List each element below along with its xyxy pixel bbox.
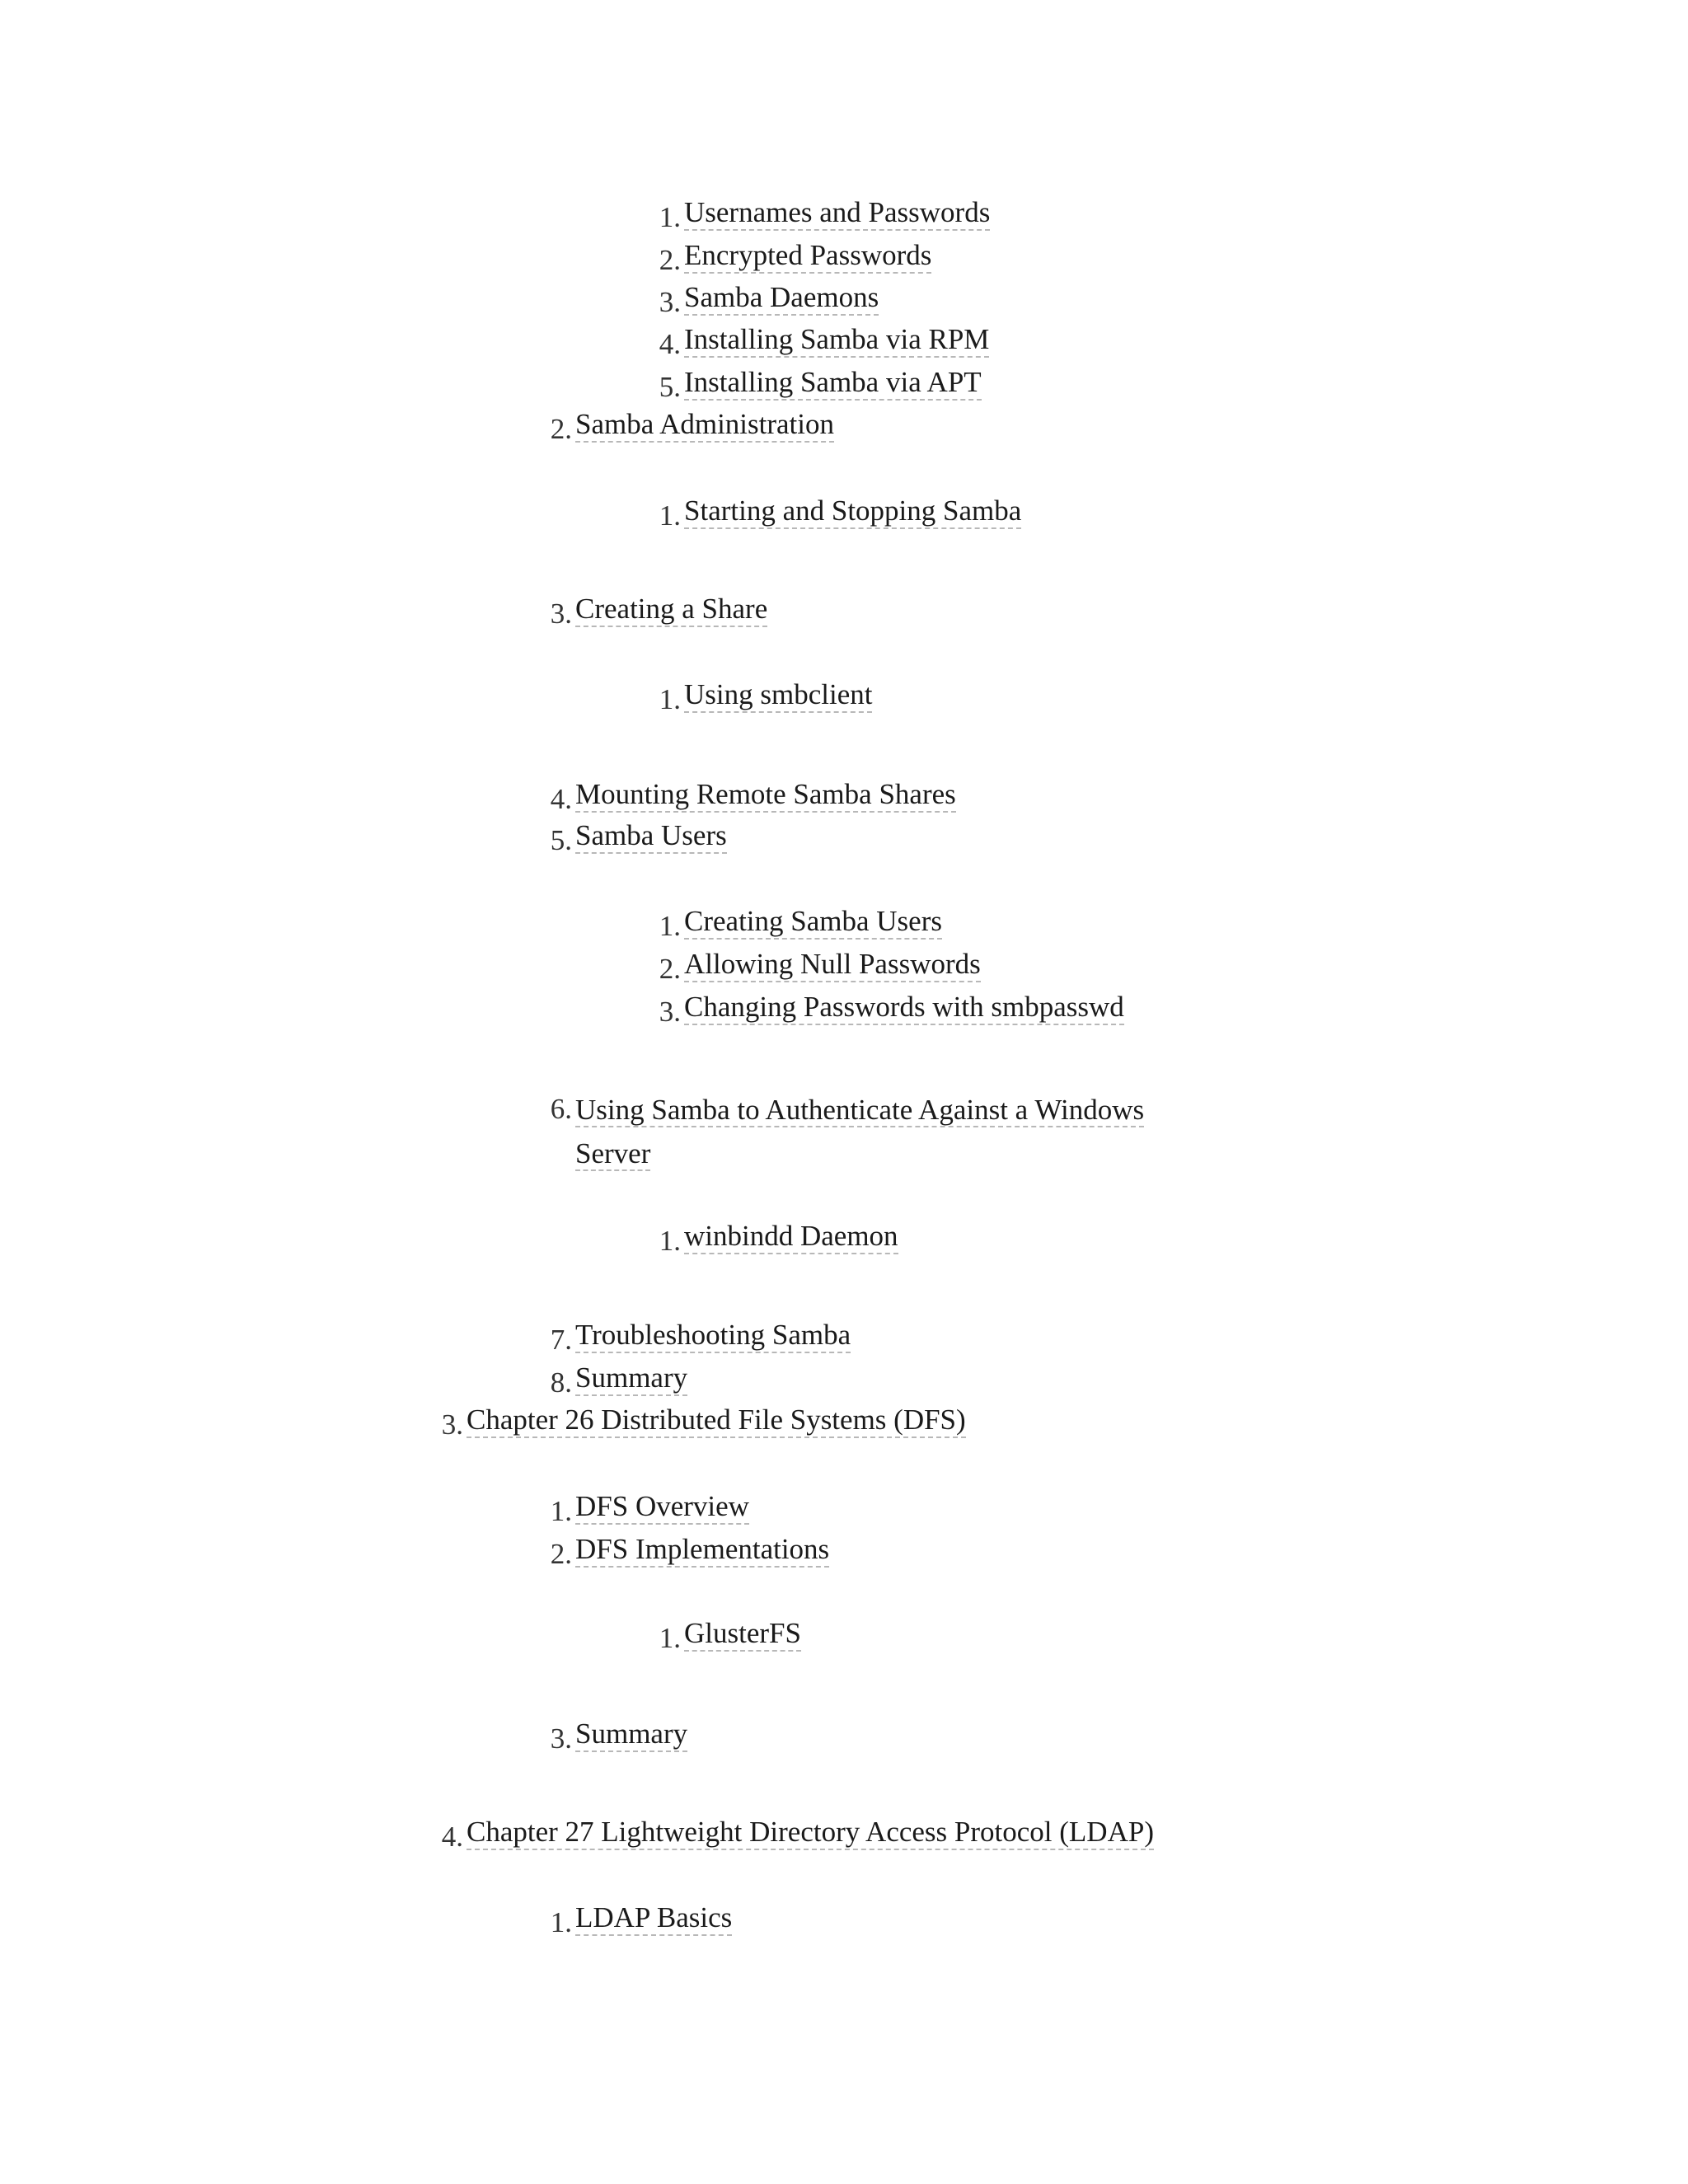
toc-link-creating-a-share[interactable]: Creating a Share — [575, 593, 767, 627]
toc-link-dfs-overview[interactable]: DFS Overview — [575, 1490, 749, 1525]
toc-link-chapter-26-dfs[interactable]: Chapter 26 Distributed File Systems (DFS) — [467, 1404, 966, 1438]
toc-number: 4. — [659, 328, 681, 360]
toc-link-using-smbclient[interactable]: Using smbclient — [684, 678, 872, 713]
toc-number: 1. — [550, 1906, 572, 1938]
toc-link-summary-dfs[interactable]: Summary — [575, 1718, 687, 1752]
toc-link-mounting-remote-samba-shares[interactable]: Mounting Remote Samba Shares — [575, 778, 956, 813]
toc-link-using-samba-to-authenticate[interactable] — [575, 1088, 1235, 1175]
toc-number: 5. — [550, 824, 572, 856]
toc-link-ldap-basics[interactable]: LDAP Basics — [575, 1901, 732, 1936]
toc-number: 2. — [659, 953, 681, 985]
toc-link-samba-users[interactable]: Samba Users — [575, 819, 727, 854]
toc-number: 2. — [550, 1538, 572, 1570]
toc-link-allowing-null-passwords[interactable]: Allowing Null Passwords — [684, 948, 981, 982]
toc-link-troubleshooting-samba[interactable]: Troubleshooting Samba — [575, 1319, 851, 1353]
toc-link-usernames-and-passwords[interactable]: Usernames and Passwords — [684, 196, 990, 231]
toc-number: 1. — [659, 201, 681, 233]
toc-link-changing-passwords-with-smbpasswd[interactable]: Changing Passwords with smbpasswd — [684, 991, 1124, 1025]
toc-number: 1. — [659, 683, 681, 715]
toc-link-dfs-implementations[interactable]: DFS Implementations — [575, 1533, 829, 1568]
toc-number: 1. — [659, 499, 681, 532]
toc-link-winbindd-daemon[interactable]: winbindd Daemon — [684, 1220, 898, 1254]
toc-number: 1. — [550, 1495, 572, 1527]
toc-number: 3. — [659, 996, 681, 1028]
toc-number: 1. — [659, 910, 681, 942]
toc-link-starting-and-stopping-samba[interactable]: Starting and Stopping Samba — [684, 494, 1021, 529]
toc-number: 4. — [550, 783, 572, 815]
toc-number: 2. — [659, 244, 681, 276]
toc-number: 1. — [659, 1622, 681, 1654]
toc-link-chapter-27-ldap[interactable]: Chapter 27 Lightweight Directory Access Protocol (LDAP) — [467, 1816, 1154, 1850]
toc-link-installing-samba-via-rpm[interactable]: Installing Samba via RPM — [684, 323, 989, 358]
toc-link-creating-samba-users[interactable]: Creating Samba Users — [684, 905, 942, 940]
toc-number: 5. — [659, 371, 681, 403]
toc-number: 2. — [550, 413, 572, 445]
toc-number: 4. — [441, 1821, 463, 1853]
toc-link-installing-samba-via-apt[interactable]: Installing Samba via APT — [684, 366, 982, 401]
toc-number: 3. — [550, 598, 572, 630]
toc-link-line: Using Samba to Authenticate Against a Windows — [575, 1094, 1145, 1126]
toc-number: 6. — [550, 1093, 572, 1125]
toc-number: 1. — [659, 1225, 681, 1257]
toc-link-glusterfs[interactable]: GlusterFS — [684, 1617, 801, 1652]
toc-number: 3. — [659, 286, 681, 318]
toc-link-samba-daemons[interactable]: Samba Daemons — [684, 281, 879, 316]
toc-number: 3. — [441, 1408, 463, 1441]
toc-link-line: Server — [575, 1137, 651, 1169]
toc-link-encrypted-passwords[interactable]: Encrypted Passwords — [684, 239, 931, 274]
toc-link-summary[interactable]: Summary — [575, 1361, 687, 1396]
toc-number: 7. — [550, 1324, 572, 1356]
toc-number: 8. — [550, 1366, 572, 1399]
toc-link-samba-administration[interactable]: Samba Administration — [575, 408, 834, 443]
toc-number: 3. — [550, 1722, 572, 1755]
